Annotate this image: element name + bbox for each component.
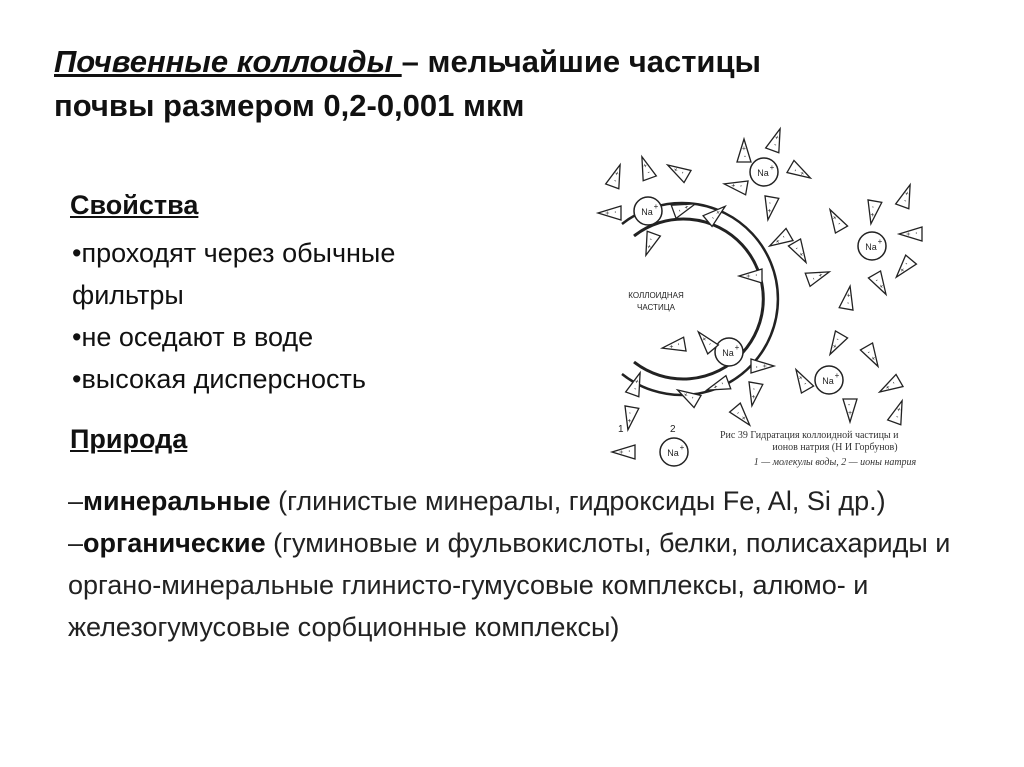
sodium-ion (634, 197, 662, 225)
water-molecule (639, 231, 660, 257)
svg-text:-: - (902, 260, 910, 268)
particle-label-line1: КОЛЛОИДНАЯ (628, 291, 684, 300)
svg-text:-: - (874, 276, 880, 285)
svg-text:+: + (710, 384, 719, 391)
water-molecule (888, 398, 909, 424)
water-molecule (598, 206, 621, 220)
svg-text:+: + (679, 443, 685, 452)
title-line-1 (54, 40, 994, 84)
title-term: Почвенные коллоиды (54, 44, 402, 79)
svg-text:+: + (670, 165, 680, 173)
water-molecule (739, 269, 762, 283)
svg-text:-: - (752, 273, 759, 277)
svg-text:-: - (779, 234, 788, 240)
organic-description: (гуминовые и фульвокислоты, белки, полисахариды и органо-минеральные глинисто-гумусовые комплексы, алюмо- и железогумусовые сорбционные комплексы) (68, 528, 951, 642)
svg-text:-: - (628, 409, 632, 418)
water-molecule (621, 406, 639, 431)
water-molecule (745, 382, 763, 407)
svg-text:+: + (740, 414, 749, 423)
water-molecule (824, 331, 848, 358)
svg-text:+: + (645, 243, 652, 252)
nature-heading: Природа (70, 424, 188, 454)
water-molecule (824, 206, 848, 233)
water-molecule (730, 403, 756, 430)
svg-text:-: - (871, 203, 875, 212)
svg-text:+: + (896, 404, 903, 413)
slide-title (54, 40, 994, 128)
svg-text:+: + (847, 410, 853, 417)
properties-item: •проходят через обычные (72, 238, 396, 268)
water-molecule (723, 177, 748, 195)
svg-text:-: - (613, 176, 618, 185)
colloid-hydration-figure (586, 116, 986, 476)
legend-symbols (612, 438, 688, 466)
properties-list (72, 232, 512, 400)
title-line-2: почвы размером 0,2-0,001 мкм (54, 88, 525, 123)
sodium-ion (660, 438, 688, 466)
water-molecule (891, 255, 917, 282)
mineral-term: минеральные (83, 486, 271, 516)
svg-text:Na: Na (757, 168, 769, 178)
mineral-dash: – (68, 486, 84, 516)
svg-text:+: + (817, 271, 826, 278)
svg-text:+: + (641, 160, 648, 169)
svg-text:-: - (676, 208, 684, 213)
properties-item: фильтры (72, 280, 184, 310)
water-molecule (671, 197, 697, 218)
properties-heading: Свойства (70, 190, 199, 220)
water-molecule (612, 445, 635, 459)
svg-text:-: - (735, 409, 742, 417)
svg-text:-: - (633, 384, 638, 393)
water-molecule (787, 160, 814, 184)
svg-text:+: + (834, 371, 840, 380)
properties-item: •не оседают в воде (72, 322, 314, 352)
svg-text:-: - (836, 219, 842, 228)
water-molecule (839, 285, 857, 310)
svg-text:+: + (869, 211, 876, 220)
svg-text:+: + (734, 343, 740, 352)
mineral-description: (глинистые минералы, гидроксиды Fe, Al, Si др.) (270, 486, 886, 516)
svg-text:-: - (802, 379, 808, 388)
svg-text:+: + (680, 390, 690, 398)
svg-text:+: + (798, 250, 806, 260)
legend-1-number: 1 (618, 424, 624, 435)
svg-text:+: + (897, 266, 906, 275)
water-molecule (766, 126, 787, 152)
svg-text:-: - (866, 348, 872, 357)
particle-label-line2: ЧАСТИЦА (637, 303, 675, 312)
svg-text:+: + (750, 393, 757, 402)
svg-text:-: - (646, 168, 651, 176)
title-definition-1: – мельчайшие частицы (401, 44, 762, 79)
water-molecule (788, 239, 812, 266)
sodium-ion (815, 366, 843, 394)
water-molecule (843, 399, 857, 422)
water-molecule (737, 139, 751, 162)
svg-text:-: - (743, 152, 747, 159)
svg-text:-: - (678, 169, 687, 176)
svg-text:+: + (653, 202, 659, 211)
svg-text:+: + (634, 376, 641, 385)
water-molecule (664, 159, 691, 183)
svg-text:-: - (810, 276, 818, 281)
water-molecule (761, 196, 779, 221)
figure-caption (720, 430, 950, 469)
svg-text:+: + (603, 210, 610, 216)
water-molecule (626, 370, 647, 396)
organic-term: органические (83, 528, 266, 558)
water-molecule (635, 154, 656, 180)
svg-text:+: + (878, 282, 886, 292)
svg-text:-: - (648, 235, 653, 244)
svg-text:Na: Na (667, 448, 679, 458)
svg-text:+: + (683, 203, 692, 210)
water-molecule (899, 227, 922, 241)
svg-text:Na: Na (822, 376, 834, 386)
svg-text:+: + (741, 144, 747, 151)
svg-text:-: - (846, 298, 850, 307)
water-molecule (896, 182, 917, 208)
svg-text:+: + (877, 237, 883, 246)
svg-text:+: + (870, 354, 878, 364)
svg-text:-: - (706, 340, 713, 348)
svg-text:-: - (895, 412, 900, 421)
legend-2-number: 2 (670, 424, 676, 435)
svg-text:-: - (794, 244, 800, 253)
svg-text:-: - (773, 140, 778, 149)
sodium-ion (750, 158, 778, 186)
svg-text:+: + (766, 207, 773, 216)
water-molecule (661, 337, 686, 355)
svg-text:+: + (904, 188, 911, 197)
svg-text:-: - (718, 381, 726, 386)
svg-text:-: - (736, 184, 745, 188)
water-molecule (876, 374, 903, 398)
svg-text:+: + (882, 384, 892, 392)
svg-text:-: - (903, 196, 908, 205)
svg-text:-: - (674, 342, 682, 346)
svg-text:-: - (912, 231, 919, 235)
water-molecule (606, 162, 627, 188)
svg-text:-: - (625, 449, 632, 453)
water-molecule (860, 343, 884, 370)
svg-text:+: + (772, 238, 782, 246)
svg-text:+: + (798, 170, 808, 178)
caption-line-2: ионов натрия (Н И Горбунов) (772, 442, 898, 453)
caption-line-1: Рис 39 Гидратация коллоидной частицы и (720, 430, 899, 441)
svg-text:+: + (762, 363, 769, 369)
water-molecule (704, 376, 730, 397)
svg-text:-: - (611, 210, 618, 214)
water-molecule (766, 228, 793, 252)
svg-text:+: + (830, 212, 838, 222)
svg-text:+: + (617, 449, 624, 455)
svg-text:+: + (699, 334, 708, 343)
svg-text:+: + (774, 132, 781, 141)
svg-text:+: + (714, 207, 723, 216)
svg-text:+: + (744, 273, 751, 279)
svg-text:Na: Na (641, 207, 653, 217)
svg-text:+: + (845, 290, 852, 299)
nature-text (68, 480, 968, 648)
sodium-ion (858, 232, 886, 260)
svg-text:-: - (847, 402, 851, 409)
svg-text:+: + (796, 372, 804, 382)
svg-text:+: + (830, 342, 838, 352)
caption-line-3: 1 — молекулы воды, 2 — ионы натрия (753, 457, 917, 468)
svg-text:-: - (752, 385, 756, 394)
water-molecule (751, 359, 774, 373)
water-molecule (805, 265, 831, 286)
properties-item: •высокая дисперсность (72, 364, 366, 394)
organic-dash: – (68, 528, 84, 558)
svg-text:+: + (728, 182, 737, 189)
water-molecule (790, 366, 814, 393)
svg-text:-: - (754, 365, 761, 369)
svg-text:-: - (768, 199, 772, 208)
svg-text:+: + (626, 417, 633, 426)
svg-text:+: + (769, 163, 775, 172)
svg-text:-: - (688, 394, 697, 401)
svg-text:Na: Na (865, 242, 877, 252)
water-molecule (864, 200, 882, 225)
svg-text:-: - (791, 167, 800, 174)
sodium-ion (715, 338, 743, 366)
svg-text:+: + (614, 168, 621, 177)
svg-text:+: + (666, 343, 675, 350)
svg-text:-: - (709, 214, 717, 221)
svg-text:Na: Na (722, 348, 734, 358)
svg-text:+: + (904, 231, 911, 237)
svg-text:-: - (889, 380, 898, 386)
svg-text:-: - (834, 335, 841, 344)
water-molecule (868, 271, 892, 298)
